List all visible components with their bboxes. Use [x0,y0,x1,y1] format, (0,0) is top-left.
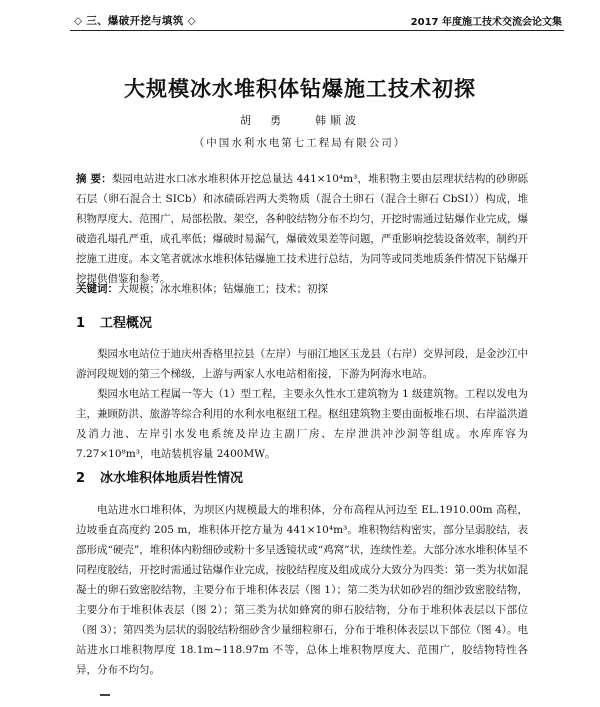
keywords-text: 大规模；冰水堆积体；钻爆施工；技术；初探 [118,283,328,295]
section-1-paragraph-2: 梨园水电站工程属一等大（1）型工程，主要永久性水工建筑物为 1 级建筑物。工程以发电为主，兼顾防洪、旅游等综合利用的水利水电枢纽工程。枢纽建筑物主要由面板堆石坝、右岸溢洪道及消力池、左岸引水发电系统及岸边主副厂房、左岸泄洪冲沙洞等组成。水库库容为 7.27×10⁸m³，电站装机容量 2400MW。 [76,388,528,460]
section-title: 工程概况 [100,316,153,331]
header-divider [70,30,564,31]
paper-affiliation: （中国水利水电第七工程局有限公司） [193,137,407,149]
abstract-label: 摘 要： [76,173,112,185]
paper-title: 大规模冰水堆积体钻爆施工技术初探 [124,77,476,101]
keywords [76,280,528,298]
section-number: 1 [76,316,86,331]
abstract-text: 梨园电站进水口冰水堆积体开挖总量达 441×10⁴m³，堆积物主要由层理状结构的砂卵砾石层（卵石混合土 SICb）和冰碛砾岩两大类物质（混合土卵石（混合土卵石 CbSI））构成，堆积物厚度大、范围广，局部松散、架空，各种胶结物分布不均匀，开挖时需通过钻爆作业完成，爆破造孔塌孔严重，成孔率低；爆破时易漏气，爆破效果差等问题，严重影响挖装设备效率，制约开挖施工进度。本文笔者就冰水堆积体钻爆施工技术进行总结，为同等或同类地质条件情况下钻爆开挖提供借鉴和参考。 [76,173,529,285]
header-proceedings-title: 2017 年度施工技术交流会论文集 [410,17,562,28]
keywords-label: 关键词： [76,283,118,295]
paper-authors: 胡 勇 韩顺波 [240,114,360,127]
running-header [0,0,600,32]
section-heading-1 [76,312,152,331]
section-heading-2 [76,467,243,486]
header-section-label: ◇ 三、爆破开挖与填筑 ◇ [74,15,196,27]
section-number: 2 [76,471,86,486]
page-footer-mark [100,694,110,696]
section-1-paragraph-1: 梨园水电站位于迪庆州香格里拉县（左岸）与丽江地区玉龙县（右岸）交界河段，是金沙江中游河段规划的第三个梯级，上游与两家人水电站相衔接，下游为阿海水电站。 [76,348,528,380]
section-title: 冰水堆积体地质岩性情况 [100,471,244,486]
abstract [76,169,528,289]
section-2-paragraph-1: 电站进水口堆积体，为坝区内规模最大的堆积体，分布高程从河边至 EL.1910.00m 高程，边坡垂直高度约 205 m，堆积体开挖方量为 441×10⁴m³。堆积物结构密实，部分呈弱胶结，表部形成“硬壳”，堆积体内粉细砂或粉十多呈透镜状或“鸡窝”状，连续性差。大部分冰水堆积体呈不同程度胶结，开挖时需通过钻爆作业完成，按胶结程度及组成成分大致分为四类：第一类为状如混凝土的卵石致密胶结物，主要分布于堆积体表层（图 1）；第二类为状如砂岩的细沙致密胶结物，主要分布于堆积体表层（图 2）；第三类为状如蜂窝的卵石胶结物，分布于堆积体表层以下部位（图 3）；第四类为层状的弱胶结粉细砂含少量细粒卵石，分布于堆积体表层以下部位（图 4）。电站进水口堆积物厚度 18.1m~118.97m 不等，总体上堆积物厚度大、范围广，胶结物特性各异，分布不均匀。 [76,504,528,676]
